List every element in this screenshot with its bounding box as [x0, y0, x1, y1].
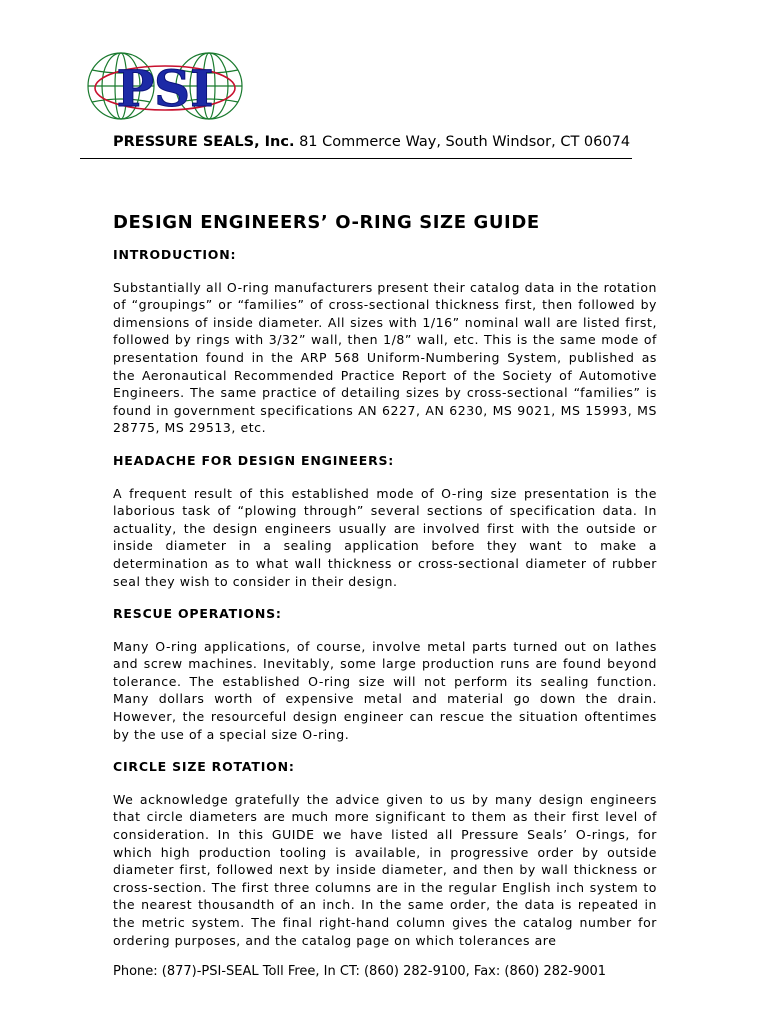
section-heading: INTRODUCTION: [113, 247, 237, 262]
psi-logo [84, 44, 246, 128]
section-introduction [113, 246, 657, 437]
section-circle-size-rotation [113, 758, 657, 949]
section-paragraph: A frequent result of this established mode of O-ring size presentation is the laborious task of “plowing through” several sections of specification data. In actuality, the design engineers usually are involved first with the outside or inside diameter in a sealing application before they want to make a determination as to what wall thickness or cross-sectional diameter of rubber seal they wish to consider in their design. [113, 485, 657, 589]
logo-letters: PSI [116, 59, 214, 118]
company-address: 81 Commerce Way, South Windsor, CT 06074 [299, 134, 631, 150]
company-name: PRESSURE SEALS, Inc. [113, 134, 295, 150]
section-paragraph: Many O-ring applications, of course, involve metal parts turned out on lathes and screw machines. Inevitably, some large production runs are found beyond tolerance. The established O-ring size will not perform its sealing function. Many dollars worth of expensive metal and material go down the drain. However, the resourceful design engineer can rescue the situation oftentimes by the use of a special size O-ring. [113, 638, 657, 742]
document-title: DESIGN ENGINEERS’ O-RING SIZE GUIDE [113, 212, 540, 233]
section-headache [113, 452, 657, 590]
company-header [113, 134, 630, 150]
section-heading: RESCUE OPERATIONS: [113, 606, 282, 622]
section-heading: CIRCLE SIZE ROTATION: [113, 759, 295, 775]
section-paragraph: Substantially all O-ring manufacturers present their catalog data in the rotation of “groupings” or “families” of cross-sectional thickness first, then followed by dimensions of inside diameter. All sizes with 1/16” nominal wall are listed first, followed by rings with 3/32” wall, then 1/8” wall, etc. This is the same mode of presentation found in the ARP 568 Uniform-Numbering System, published as the Aeronautical Recommended Practice Report of the Society of Automotive Engineers. The same practice of detailing sizes by cross-sectional “families” is found in government specifications AN 6227, AN 6230, MS 9021, MS 15993, MS 28775, MS 29513, etc. [113, 279, 657, 436]
footer-contact: Phone: (877)-PSI-SEAL Toll Free, In CT: (860) 282-9100, Fax: (860) 282-9001 [113, 964, 607, 979]
section-paragraph: We acknowledge gratefully the advice given to us by many design engineers that circle diameters are much more significant to them as their first level of consideration. In this GUIDE we have listed all Pressure Seals’ O-rings, for which high production tooling is available, in progressive order by outside diameter first, followed next by inside diameter, and then by wall thickness or cross-section. The first three columns are in the regular English inch system to the nearest thousandth of an inch. In the same order, the data is repeated in the metric system. The final right-hand column gives the catalog number for ordering purposes, and the catalog page on which tolerances are [113, 791, 657, 948]
section-heading: HEADACHE FOR DESIGN ENGINEERS: [113, 452, 395, 468]
document-body [113, 246, 657, 964]
psi-logo-graphic [84, 44, 246, 128]
section-rescue-operations [113, 605, 657, 743]
header-divider [80, 158, 632, 159]
